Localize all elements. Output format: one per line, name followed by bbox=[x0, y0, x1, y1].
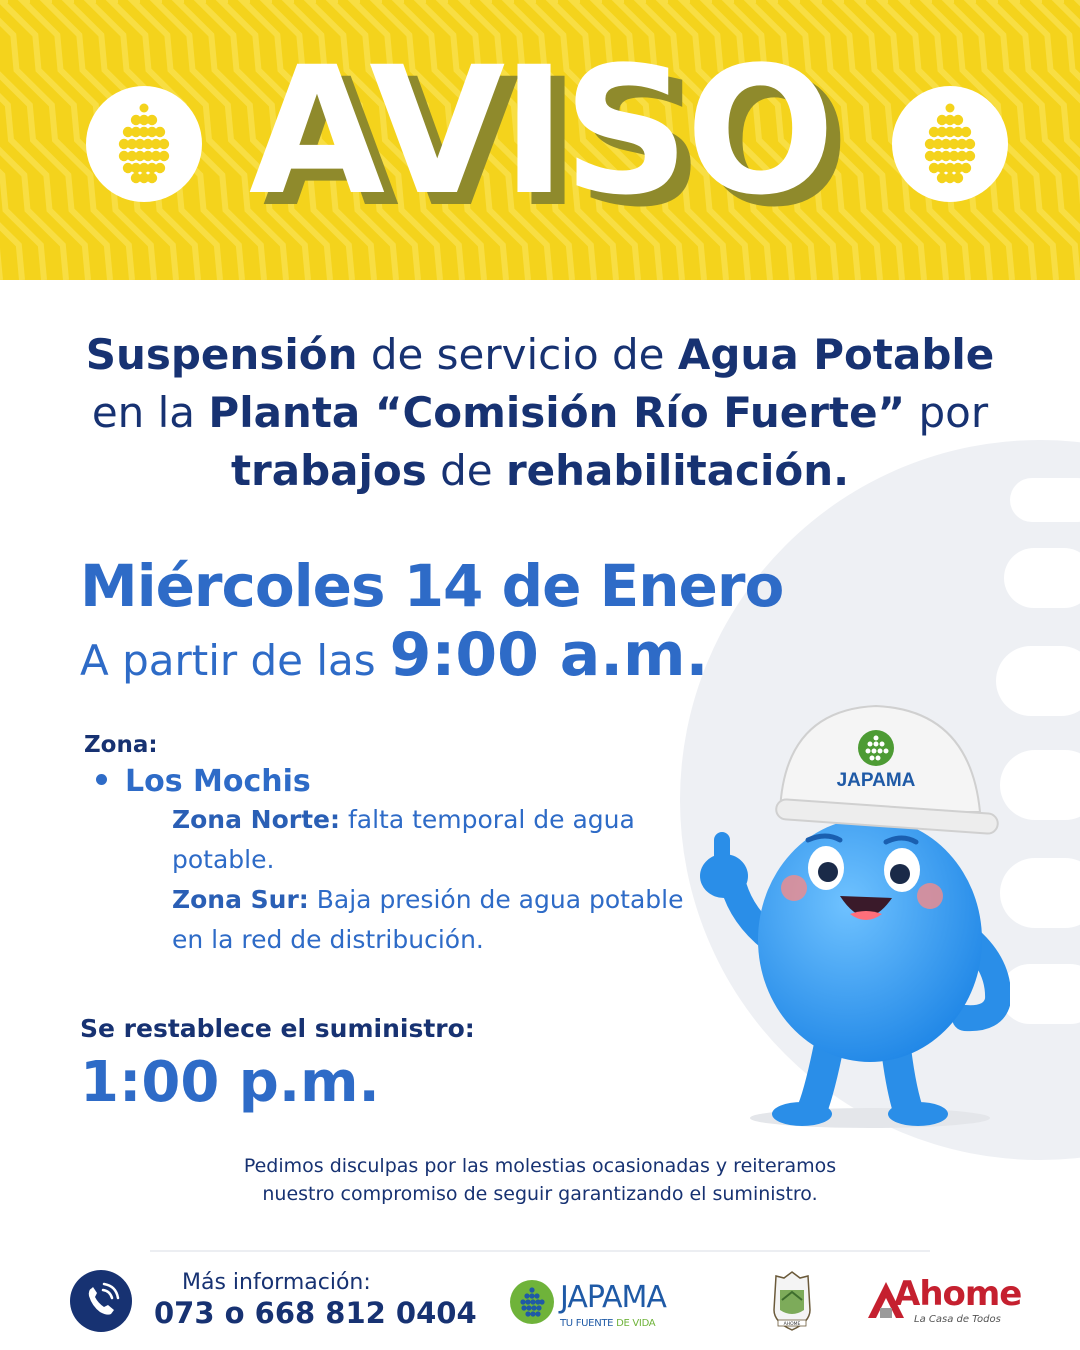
start-time-prefix: A partir de las bbox=[80, 636, 376, 685]
japama-tagline-part: DE VIDA bbox=[616, 1318, 656, 1329]
japama-tagline bbox=[560, 1318, 655, 1329]
headline-bold: Agua Potable bbox=[677, 330, 995, 379]
headline-bold: trabajos bbox=[230, 446, 427, 495]
water-drop-icon bbox=[892, 86, 1008, 202]
aviso-banner bbox=[0, 0, 1080, 280]
decorative-bubble bbox=[1000, 750, 1080, 820]
zone-north-text: falta temporal de agua potable. bbox=[172, 805, 635, 874]
ahome-crest-logo bbox=[770, 1270, 814, 1334]
apology-line: Pedimos disculpas por las molestias ocasionadas y reiteramos bbox=[243, 1155, 837, 1177]
zone-south-label: Zona Sur: bbox=[172, 885, 309, 914]
start-time-line bbox=[80, 620, 708, 690]
page-title: AVISO bbox=[248, 29, 832, 234]
start-time: 9:00 a.m. bbox=[389, 620, 709, 690]
ahome-wordmark: Ahome bbox=[894, 1274, 1022, 1314]
water-drop-mascot bbox=[680, 700, 1010, 1140]
japama-logo bbox=[508, 1272, 708, 1336]
headline-text: de servicio de bbox=[357, 330, 678, 379]
decorative-bubble bbox=[1000, 964, 1080, 1024]
water-drop-badge-right bbox=[892, 86, 1008, 202]
headline-bold: Suspensión bbox=[85, 330, 358, 379]
apology-message bbox=[140, 1152, 940, 1208]
city-list-item: Los Mochis bbox=[96, 764, 311, 799]
zone-label: Zona: bbox=[84, 732, 158, 758]
ahome-tagline: La Casa de Todos bbox=[914, 1314, 1001, 1325]
contact-phone-number[interactable]: 073 o 668 812 0404 bbox=[154, 1296, 477, 1330]
japama-wordmark: JAPAMA bbox=[560, 1280, 666, 1315]
ahome-logo bbox=[866, 1272, 1026, 1332]
headline-bold: Planta “Comisión Río Fuerte” bbox=[208, 388, 906, 437]
suspension-date: Miércoles 14 de Enero bbox=[80, 552, 784, 620]
japama-tagline-part: TU FUENTE bbox=[560, 1318, 617, 1329]
more-info-label: Más información: bbox=[182, 1270, 371, 1295]
apology-line: nuestro compromiso de seguir garantizando el suministro. bbox=[262, 1183, 818, 1205]
zone-north-detail bbox=[172, 800, 692, 880]
crest-text: AHOME bbox=[783, 1322, 801, 1327]
headline-text: por bbox=[905, 388, 989, 437]
phone-icon bbox=[70, 1270, 132, 1332]
zone-south-text: Baja presión de agua potable en la red de distribución. bbox=[172, 885, 684, 954]
footer-divider bbox=[150, 1250, 930, 1252]
japama-drop-icon bbox=[508, 1278, 556, 1326]
headline-text: de bbox=[426, 446, 506, 495]
restore-label: Se restablece el suministro: bbox=[80, 1014, 475, 1043]
zone-north-label: Zona Norte: bbox=[172, 805, 341, 834]
headline-bold: rehabilitación. bbox=[505, 446, 850, 495]
zone-south-detail bbox=[172, 880, 692, 960]
headline bbox=[20, 326, 1060, 500]
headline-text: en la bbox=[91, 388, 209, 437]
restore-time: 1:00 p.m. bbox=[80, 1050, 380, 1115]
decorative-bubble bbox=[1000, 858, 1080, 928]
decorative-bubble bbox=[1004, 548, 1080, 608]
helmet-label: JAPAMA bbox=[836, 770, 916, 791]
